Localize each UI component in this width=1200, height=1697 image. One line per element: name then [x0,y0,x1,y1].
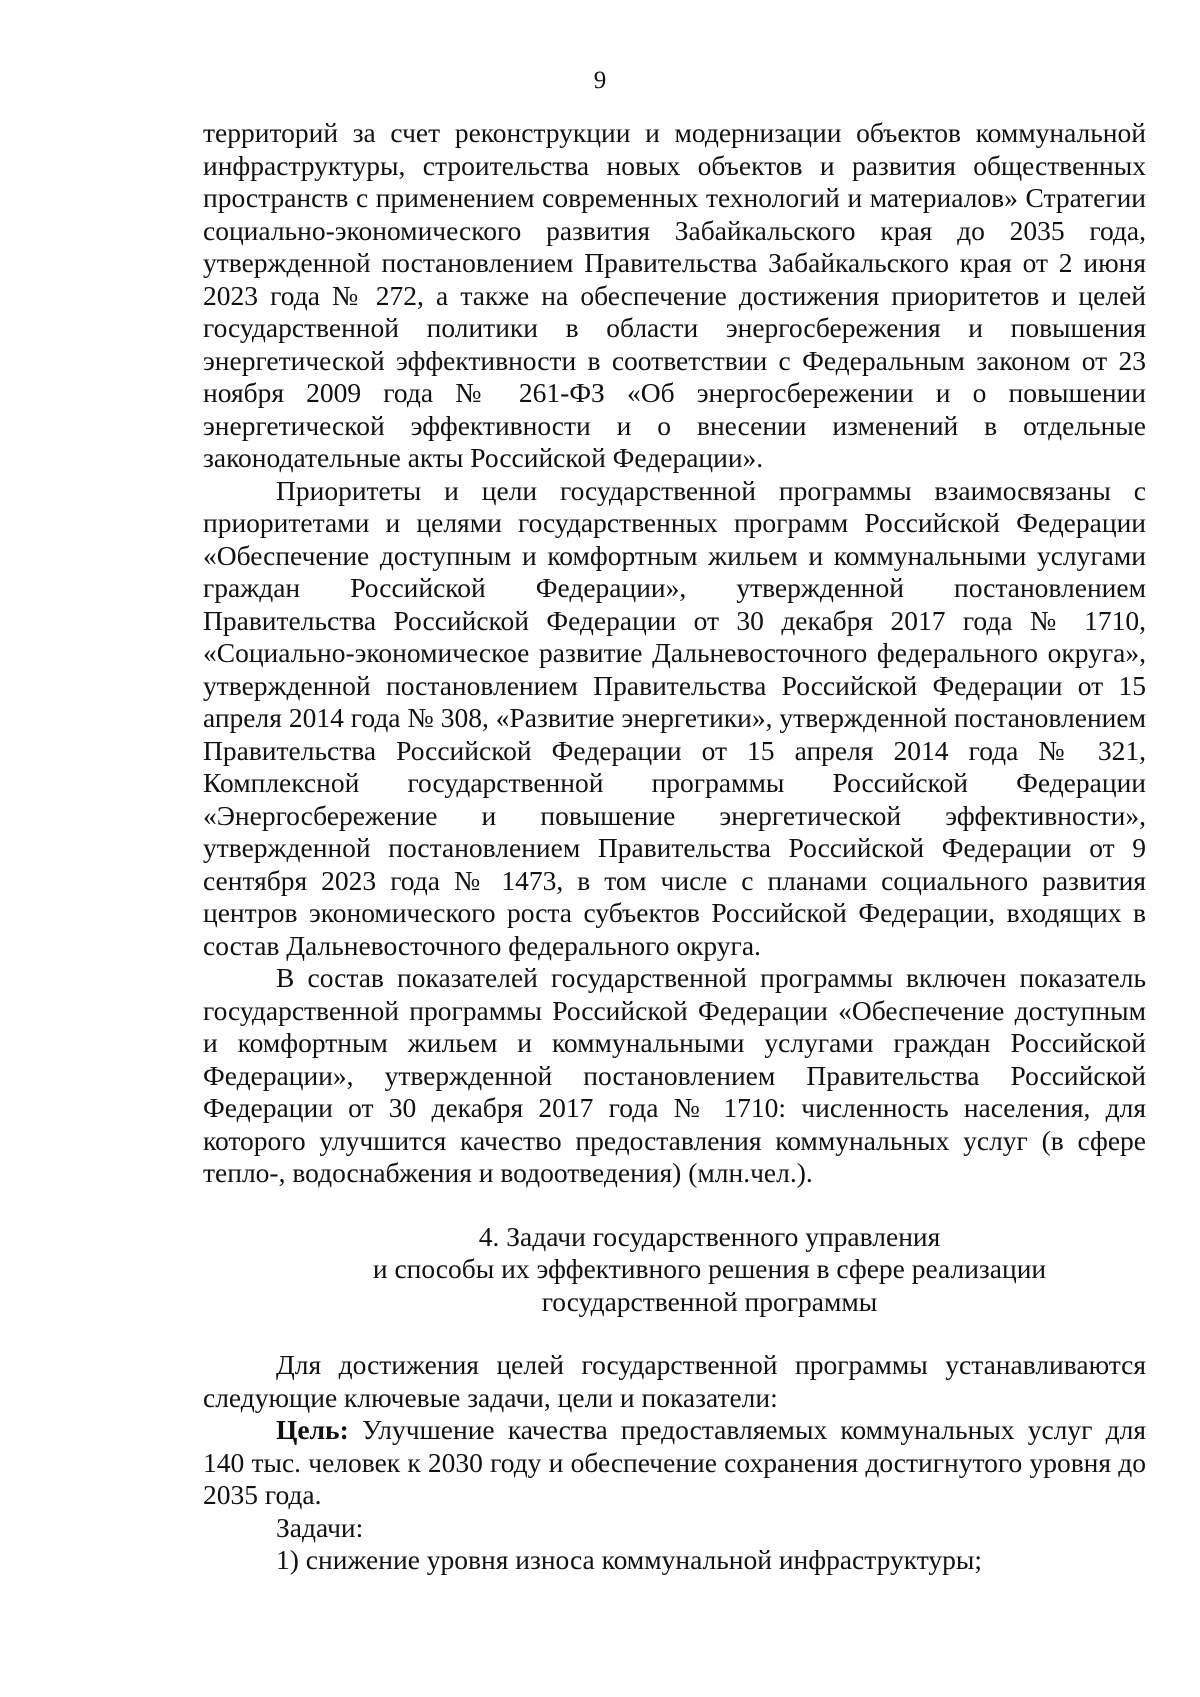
paragraph-intro: Для достижения целей государственной программы устанавливаются следующие ключевые задачи, цели и показатели: [203,1349,1146,1413]
paragraph-goal [203,1414,1146,1512]
paragraph-continuation: территорий за счет реконструкции и модернизации объектов коммунальной инфраструктуры, строительства новых объектов и развития общественных пространств с применением современных технологий и материалов» Стратегии социально-экономического развития Забайкальского края до 2035 года, утвержденной постановлением Правительства Забайкальского края от 2 июня 2023 года № 272, а также на обеспечение достижения приоритетов и целей государственной политики в области энергосбережения и повышения энергетической эффективности в соответствии с Федеральным законом от 23 ноября 2009 года № 261-ФЗ «Об энергосбережении и о повышении энергетической эффективности и о внесении изменений в отдельные законодательные акты Российской Федерации». [203,117,1146,473]
paragraph-priorities: Приоритеты и цели государственной программы взаимосвязаны с приоритетами и целями государственных программ Российской Федерации «Обеспечение доступным и комфортным жильем и коммунальными услугами граждан Российской Федерации», утвержденной постановлением Правительства Российской Федерации от 30 декабря 2017 года № 1710, «Социально-экономическое развитие Дальневосточного федерального округа», утвержденной постановлением Правительства Российской Федерации от 15 апреля 2014 года № 308, «Развитие энергетики», утвержденной постановлением Правительства Российской Федерации от 15 апреля 2014 года № 321, Комплексной государственной программы Российской Федерации «Энергосбережение и повышение энергетической эффективности», утвержденной постановлением Правительства Российской Федерации от 9 сентября 2023 года № 1473, в том числе с планами социального развития центров экономического роста субъектов Российской Федерации, входящих в состав Дальневосточного федерального округа. [203,474,1146,961]
section-heading-line-2: и способы их эффективного решения в сфере реализации [372,1253,1047,1284]
task-item: 1) снижение уровня износа коммунальной инфраструктуры; [276,1544,983,1575]
paragraph-indicators: В состав показателей государственной программы включен показатель государственной программы Российской Федерации «Обеспечение доступным и комфортным жильем и коммунальными услугами граждан Российской Федерации», утвержденной постановлением Правительства Российской Федерации от 30 декабря 2017 года № 1710: численность населения, для которого улучшится качество предоставления коммунальных услуг (в сфере тепло-, водоснабжения и водоотведения) (млн.чел.). [203,962,1146,1188]
page-number: 9 [593,67,607,94]
section-heading [203,1221,1146,1319]
tasks-label: Задачи: [276,1511,364,1543]
goal-label: Цель: [276,1414,349,1445]
section-heading-line-3: государственной программы [541,1285,878,1317]
section-heading-line-1: 4. Задачи государственного управления [478,1220,941,1252]
document-body [203,117,1146,1577]
goal-text: Улучшение качества предоставляемых коммунальных услуг для 140 тыс. человек к 2030 году и обеспечение сохранения достигнутого уровня до 2035 года. [203,1414,1146,1510]
